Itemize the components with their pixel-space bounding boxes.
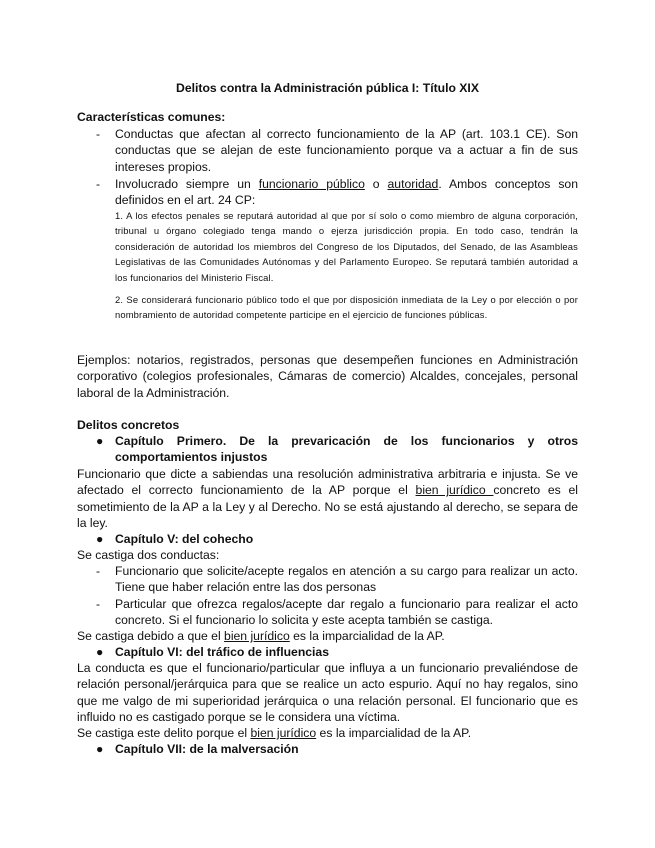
list-item-funcionario: Funcionario que solicite/acepte regalos en atención a su cargo para realizar un acto. Tiene que haber relación entre las dos personas: [115, 564, 578, 595]
dash-marker: -: [96, 597, 101, 611]
paragraph-prevaricacion: Funcionario que dicte a sabiendas una resolución administrativa arbitraria e injusta. Se ve afectado el correcto funcionamiento de la AP porque el bien jurídico concreto es el sometimiento de la AP a la Ley y al Derecho. No se está ajustando al derecho, se separa de la ley.: [77, 467, 578, 531]
bullet-marker: ●: [96, 532, 104, 546]
chapter-title-6: Capítulo VI: del tráfico de influencias: [115, 645, 329, 659]
examples-paragraph: Ejemplos: notarios, registrados, personas que desempeñen funciones en Administración corporativo (colegios profesionales, Cámaras de comercio) Alcaldes, concejales, personal laboral de la Administración.: [77, 353, 578, 400]
link-funcionario-publico: funcionario público: [258, 177, 365, 191]
link-autoridad: autoridad: [387, 177, 439, 191]
list-item-particular: Particular que ofrezca regalos/acepte dar regalo a funcionario para realizar el acto concreto. Si el funcionario lo solicita y este acepta también se castiga.: [115, 597, 578, 628]
section-heading-delitos: Delitos concretos: [77, 418, 180, 432]
legal-quote-2: 2. Se considerará funcionario público todo el que por disposición inmediata de la Ley o por elección o por nombramiento de autoridad competente participe en el ejercicio de funciones públicas.: [115, 294, 578, 321]
link-bien-juridico: bien jurídico: [415, 483, 494, 498]
dash-marker: -: [96, 564, 101, 578]
paragraph-cohecho-end: Se castiga debido a que el bien jurídico es la imparcialidad de la AP.: [77, 629, 445, 643]
legal-quote-1: 1. A los efectos penales se reputará autoridad al que por sí solo o como miembro de alguna corporación, tribunal u órgano colegiado tenga mando o ejerza jurisdicción propia. En todo caso, tendrán la consideración de autoridad los miembros del Congreso de los Diputados, del Senado, de las Asambleas Legislativas de las Comunidades Autónomas y del Parlamento Europeo. Se reputará también autoridad a los funcionarios del Ministerio Fiscal.: [115, 210, 578, 283]
chapter-title-7: Capítulo VII: de la malversación: [115, 742, 299, 756]
dash-marker: -: [96, 177, 101, 191]
bullet-marker: ●: [96, 742, 104, 756]
dash-marker: -: [96, 127, 101, 141]
chapter-title-1: Capítulo Primero. De la prevaricación de los funcionarios y otros comportamientos injustos: [115, 434, 578, 465]
bullet-marker: ●: [96, 645, 104, 659]
link-bien-juridico: bien jurídico: [250, 726, 317, 740]
list-item-conductas: Conductas que afectan al correcto funcionamiento de la AP (art. 103.1 CE). Son conductas que se alejan de este funcionamiento porque va a actuar a fin de sus intereses propios.: [115, 127, 578, 174]
paragraph-trafico: La conducta es que el funcionario/particular que influya a un funcionario prevaliéndose de relación personal/jerárquica para que se realice un acto espurio. Aquí no hay regalos, sino que me valgo de mi superioridad jerárquica o una relación personal. El funcionario que es influido no es castigado porque se le considera una víctima.: [77, 661, 578, 725]
document-title: Delitos contra la Administración pública I: Título XIX: [176, 81, 479, 95]
chapter-title-5: Capítulo V: del cohecho: [115, 532, 254, 546]
paragraph-trafico-end: Se castiga este delito porque el bien jurídico es la imparcialidad de la AP.: [77, 726, 472, 740]
section-heading-caracteristicas: Características comunes:: [77, 110, 226, 124]
paragraph-cohecho-intro: Se castiga dos conductas:: [77, 548, 220, 562]
bullet-marker: ●: [96, 434, 104, 448]
link-bien-juridico: bien jurídico: [224, 629, 290, 643]
list-item-involucrado: Involucrado siempre un funcionario público o autoridad. Ambos conceptos son definidos en el art. 24 CP:: [115, 177, 578, 208]
